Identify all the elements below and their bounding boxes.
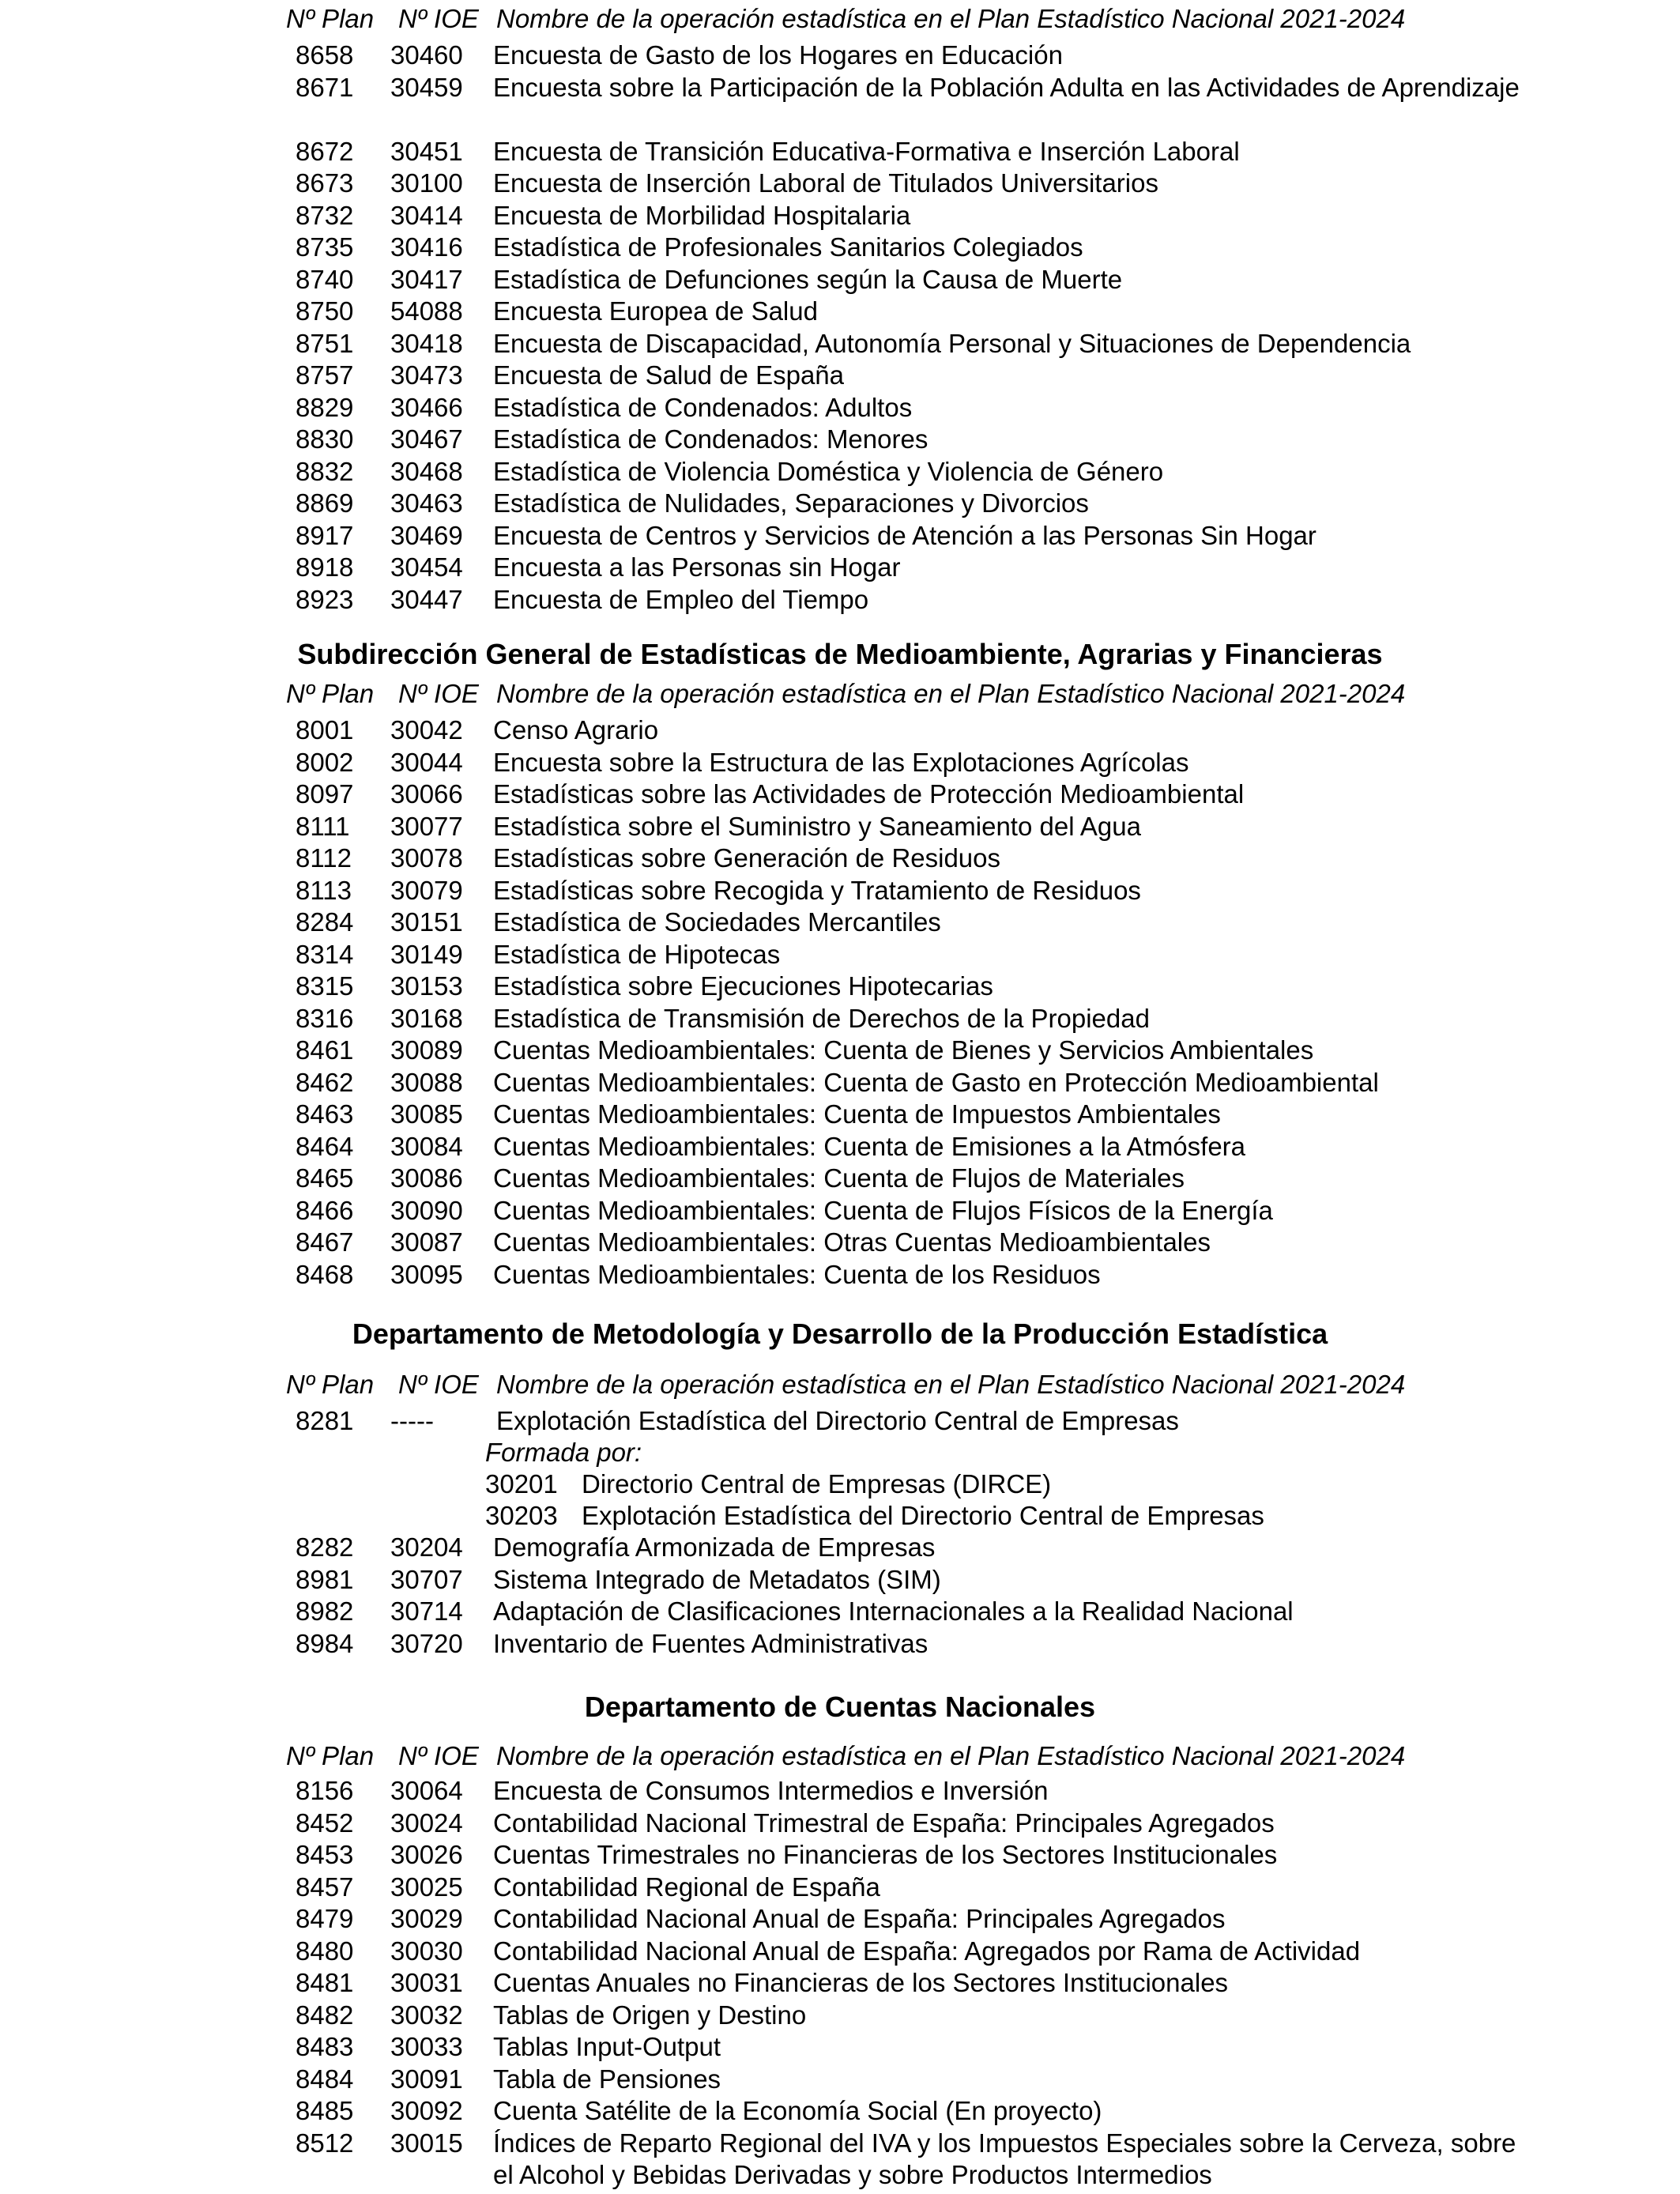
- ioe-number: 30451: [390, 136, 463, 166]
- ioe-number: 30204: [390, 1532, 463, 1562]
- header-name: Nombre de la operación estadística en el Plan Estadístico Nacional 2021-2024: [496, 1370, 1406, 1399]
- header-plan: Nº Plan: [286, 1370, 375, 1399]
- ioe-number: 30091: [390, 2064, 463, 2094]
- plan-number: 8981: [296, 1564, 354, 1594]
- operation-name: Inventario de Fuentes Administrativas: [493, 1628, 929, 1658]
- plan-number: 8485: [296, 2096, 354, 2125]
- operation-name: Estadísticas sobre Generación de Residuos: [493, 843, 1001, 873]
- section-title: Departamento de Metodología y Desarrollo de la Producción Estadística: [352, 1318, 1328, 1350]
- plan-number: 8452: [296, 1808, 354, 1838]
- plan-number: 8830: [296, 424, 354, 454]
- header-ioe: Nº IOE: [398, 1741, 479, 1770]
- ioe-number: 30026: [390, 1840, 463, 1869]
- operation-name: Encuesta de Morbilidad Hospitalaria: [493, 200, 911, 230]
- ioe-number: 30084: [390, 1131, 463, 1161]
- operation-name: Cuentas Medioambientales: Cuenta de Flujos Físicos de la Energía: [493, 1195, 1273, 1225]
- operation-name: Encuesta de Empleo del Tiempo: [493, 584, 869, 614]
- operation-name: Estadística de Nulidades, Separaciones y Divorcios: [493, 488, 1089, 518]
- plan-number: 8832: [296, 456, 354, 486]
- plan-number: 8462: [296, 1067, 354, 1097]
- plan-number: 8464: [296, 1131, 354, 1161]
- header-ioe: Nº IOE: [398, 4, 479, 33]
- plan-number: 8315: [296, 971, 354, 1001]
- ioe-number: 30078: [390, 843, 463, 873]
- ioe-number: 30086: [390, 1163, 463, 1193]
- operation-name: Encuesta Europea de Salud: [493, 296, 818, 326]
- ioe-number: 30064: [390, 1776, 463, 1805]
- operation-name: Encuesta de Discapacidad, Autonomía Personal y Situaciones de Dependencia: [493, 328, 1411, 358]
- header-ioe: Nº IOE: [398, 679, 479, 708]
- plan-number: 8480: [296, 1936, 354, 1966]
- header-name: Nombre de la operación estadística en el Plan Estadístico Nacional 2021-2024: [496, 4, 1406, 33]
- plan-number: 8512: [296, 2128, 354, 2158]
- plan-number: 8671: [296, 72, 354, 102]
- ioe-number: 30090: [390, 1195, 463, 1225]
- ioe-number: 30153: [390, 971, 463, 1001]
- plan-number: 8481: [296, 1968, 354, 1997]
- operation-name: Cuentas Medioambientales: Cuenta de los Residuos: [493, 1259, 1101, 1289]
- ioe-number: 30044: [390, 747, 463, 777]
- operation-name: Contabilidad Nacional Anual de España: Agregados por Rama de Actividad: [493, 1936, 1361, 1966]
- ioe-number: 30463: [390, 488, 463, 518]
- operation-name: Adaptación de Clasificaciones Internacionales a la Realidad Nacional: [493, 1596, 1294, 1626]
- ioe-number: 30720: [390, 1628, 463, 1658]
- plan-number: 8984: [296, 1628, 354, 1658]
- operation-name: Estadística de Transmisión de Derechos de la Propiedad: [493, 1003, 1150, 1033]
- plan-number: 8111: [296, 811, 350, 841]
- operation-name: Encuesta de Transición Educativa-Formativa e Inserción Laboral: [493, 136, 1240, 166]
- plan-number: 8484: [296, 2064, 354, 2094]
- operation-name: Tabla de Pensiones: [493, 2064, 721, 2094]
- operation-name: Encuesta de Inserción Laboral de Titulados Universitarios: [493, 168, 1158, 198]
- plan-number: 8982: [296, 1596, 354, 1626]
- plan-number: 8453: [296, 1840, 354, 1869]
- operation-name: Índices de Reparto Regional del IVA y los Impuestos Especiales sobre la Cerveza, sobre el Alcohol y Bebidas Derivadas y sobre Productos Intermedios: [493, 2128, 1516, 2189]
- plan-number: 8483: [296, 2032, 354, 2061]
- plan-number: 8002: [296, 747, 354, 777]
- ioe-number: 30015: [390, 2128, 463, 2158]
- plan-number: 8750: [296, 296, 354, 326]
- operation-name: Cuentas Medioambientales: Otras Cuentas Medioambientales: [493, 1227, 1211, 1257]
- plan-number: 8468: [296, 1259, 354, 1289]
- operation-name: Estadística de Violencia Doméstica y Violencia de Género: [493, 456, 1164, 486]
- plan-number: 8732: [296, 200, 354, 230]
- plan-number: 8113: [296, 875, 352, 905]
- plan-number: 8923: [296, 584, 354, 614]
- plan-number: 8673: [296, 168, 354, 198]
- ioe-number: 30466: [390, 392, 463, 422]
- operation-name: Explotación Estadística del Directorio Central de Empresas: [496, 1406, 1179, 1435]
- ioe-number: 30024: [390, 1808, 463, 1838]
- plan-number: 8001: [296, 715, 354, 745]
- plan-number: 8751: [296, 328, 354, 358]
- operation-name: Estadística de Condenados: Menores: [493, 424, 929, 454]
- ioe-number: 30454: [390, 552, 463, 582]
- operation-name: Estadística sobre Ejecuciones Hipotecarias: [493, 971, 993, 1001]
- ioe-number: 54088: [390, 296, 463, 326]
- plan-number: 8281: [296, 1406, 354, 1435]
- section-title: Departamento de Cuentas Nacionales: [584, 1691, 1096, 1723]
- operation-name: Demografía Armonizada de Empresas: [493, 1532, 936, 1562]
- operation-name: Encuesta sobre la Participación de la Población Adulta en las Actividades de Aprendizaje: [493, 72, 1520, 102]
- plan-number: 8314: [296, 939, 354, 969]
- operation-name: Estadística de Profesionales Sanitarios Colegiados: [493, 232, 1083, 262]
- operation-name: Estadísticas sobre Recogida y Tratamiento de Residuos: [493, 875, 1141, 905]
- operation-name: Cuentas Trimestrales no Financieras de los Sectores Institucionales: [493, 1840, 1278, 1869]
- operation-name: Censo Agrario: [493, 715, 659, 745]
- operation-name: Cuentas Medioambientales: Cuenta de Gasto en Protección Medioambiental: [493, 1067, 1379, 1097]
- ioe-number: 30707: [390, 1564, 463, 1594]
- plan-number: 8482: [296, 2000, 354, 2030]
- plan-number: 8735: [296, 232, 354, 262]
- ioe-number: 30414: [390, 200, 463, 230]
- operation-name: Cuentas Anuales no Financieras de los Sectores Institucionales: [493, 1968, 1229, 1997]
- ioe-number: 30077: [390, 811, 463, 841]
- ioe-number: 30025: [390, 1872, 463, 1902]
- operation-name: Tablas Input-Output: [493, 2032, 721, 2061]
- plan-number: 8461: [296, 1035, 354, 1065]
- plan-number: 8465: [296, 1163, 354, 1193]
- operation-name: Estadística sobre el Suministro y Saneamiento del Agua: [493, 811, 1141, 841]
- ioe-number: 30031: [390, 1968, 463, 1997]
- header-plan: Nº Plan: [286, 1741, 375, 1770]
- header-plan: Nº Plan: [286, 679, 375, 708]
- ioe-number: 30467: [390, 424, 463, 454]
- operation-name: Estadística de Condenados: Adultos: [493, 392, 913, 422]
- header-name: Nombre de la operación estadística en el Plan Estadístico Nacional 2021-2024: [496, 679, 1406, 708]
- ioe-number: 30066: [390, 779, 463, 809]
- ioe-number: 30092: [390, 2096, 463, 2125]
- operation-name: Estadística de Defunciones según la Causa de Muerte: [493, 264, 1123, 294]
- ioe-number: 30416: [390, 232, 463, 262]
- plan-number: 8918: [296, 552, 354, 582]
- sub-ioe-number: 30203: [485, 1501, 558, 1530]
- plan-number: 8457: [296, 1872, 354, 1902]
- ioe-number: 30088: [390, 1067, 463, 1097]
- operation-name: Contabilidad Nacional Trimestral de España: Principales Agregados: [493, 1808, 1275, 1838]
- ioe-number: 30033: [390, 2032, 463, 2061]
- operation-name: Estadística de Sociedades Mercantiles: [493, 907, 941, 937]
- ioe-number: 30042: [390, 715, 463, 745]
- operation-name: Cuentas Medioambientales: Cuenta de Flujos de Materiales: [493, 1163, 1185, 1193]
- header-name: Nombre de la operación estadística en el Plan Estadístico Nacional 2021-2024: [496, 1741, 1406, 1770]
- operation-name: Encuesta de Salud de España: [493, 360, 845, 390]
- operation-name: Estadísticas sobre las Actividades de Protección Medioambiental: [493, 779, 1245, 809]
- operation-name: Contabilidad Regional de España: [493, 1872, 880, 1902]
- operation-name: Cuentas Medioambientales: Cuenta de Bienes y Servicios Ambientales: [493, 1035, 1314, 1065]
- ioe-number: 30168: [390, 1003, 463, 1033]
- plan-number: 8097: [296, 779, 354, 809]
- ioe-number: 30032: [390, 2000, 463, 2030]
- ioe-number: 30417: [390, 264, 463, 294]
- plan-number: 8869: [296, 488, 354, 518]
- ioe-number: 30473: [390, 360, 463, 390]
- formada-label: Formada por:: [485, 1438, 642, 1467]
- plan-number: 8156: [296, 1776, 354, 1805]
- ioe-number: 30085: [390, 1099, 463, 1129]
- plan-number: 8658: [296, 40, 354, 70]
- ioe-number: 30151: [390, 907, 463, 937]
- header-plan: Nº Plan: [286, 4, 375, 33]
- operation-name: Cuentas Medioambientales: Cuenta de Impuestos Ambientales: [493, 1099, 1221, 1129]
- plan-number: 8829: [296, 392, 354, 422]
- operation-name: Encuesta de Gasto de los Hogares en Educación: [493, 40, 1063, 70]
- ioe-number: 30030: [390, 1936, 463, 1966]
- sub-operation-name: Explotación Estadística del Directorio Central de Empresas: [582, 1501, 1264, 1530]
- operation-name: Cuentas Medioambientales: Cuenta de Emisiones a la Atmósfera: [493, 1131, 1246, 1161]
- operation-name: Tablas de Origen y Destino: [493, 2000, 807, 2030]
- operation-name: Encuesta de Centros y Servicios de Atención a las Personas Sin Hogar: [493, 520, 1317, 550]
- ioe-number: -----: [390, 1406, 434, 1435]
- plan-number: 8316: [296, 1003, 354, 1033]
- ioe-number: 30459: [390, 72, 463, 102]
- plan-number: 8467: [296, 1227, 354, 1257]
- plan-number: 8466: [296, 1195, 354, 1225]
- ioe-number: 30468: [390, 456, 463, 486]
- plan-number: 8740: [296, 264, 354, 294]
- ioe-number: 30460: [390, 40, 463, 70]
- sub-ioe-number: 30201: [485, 1469, 558, 1498]
- ioe-number: 30100: [390, 168, 463, 198]
- operation-name: Cuenta Satélite de la Economía Social (En proyecto): [493, 2096, 1102, 2125]
- plan-number: 8284: [296, 907, 354, 937]
- operation-name: Contabilidad Nacional Anual de España: Principales Agregados: [493, 1904, 1226, 1933]
- section-title: Subdirección General de Estadísticas de Medioambiente, Agrarias y Financieras: [297, 638, 1383, 670]
- ioe-number: 30418: [390, 328, 463, 358]
- ioe-number: 30079: [390, 875, 463, 905]
- ioe-number: 30089: [390, 1035, 463, 1065]
- plan-number: 8112: [296, 843, 352, 873]
- operation-name: Sistema Integrado de Metadatos (SIM): [493, 1564, 941, 1594]
- ioe-number: 30149: [390, 939, 463, 969]
- ioe-number: 30714: [390, 1596, 463, 1626]
- sub-operation-name: Directorio Central de Empresas (DIRCE): [582, 1469, 1052, 1498]
- ioe-number: 30469: [390, 520, 463, 550]
- header-ioe: Nº IOE: [398, 1370, 479, 1399]
- plan-number: 8917: [296, 520, 354, 550]
- ioe-number: 30095: [390, 1259, 463, 1289]
- operation-name: Encuesta sobre la Estructura de las Explotaciones Agrícolas: [493, 747, 1189, 777]
- plan-number: 8463: [296, 1099, 354, 1129]
- plan-number: 8672: [296, 136, 354, 166]
- operation-name: Encuesta a las Personas sin Hogar: [493, 552, 901, 582]
- plan-number: 8282: [296, 1532, 354, 1562]
- ioe-number: 30447: [390, 584, 463, 614]
- ioe-number: 30087: [390, 1227, 463, 1257]
- ioe-number: 30029: [390, 1904, 463, 1933]
- operation-name: Encuesta de Consumos Intermedios e Inversión: [493, 1776, 1049, 1805]
- plan-number: 8479: [296, 1904, 354, 1933]
- operation-name: Estadística de Hipotecas: [493, 939, 781, 969]
- plan-number: 8757: [296, 360, 354, 390]
